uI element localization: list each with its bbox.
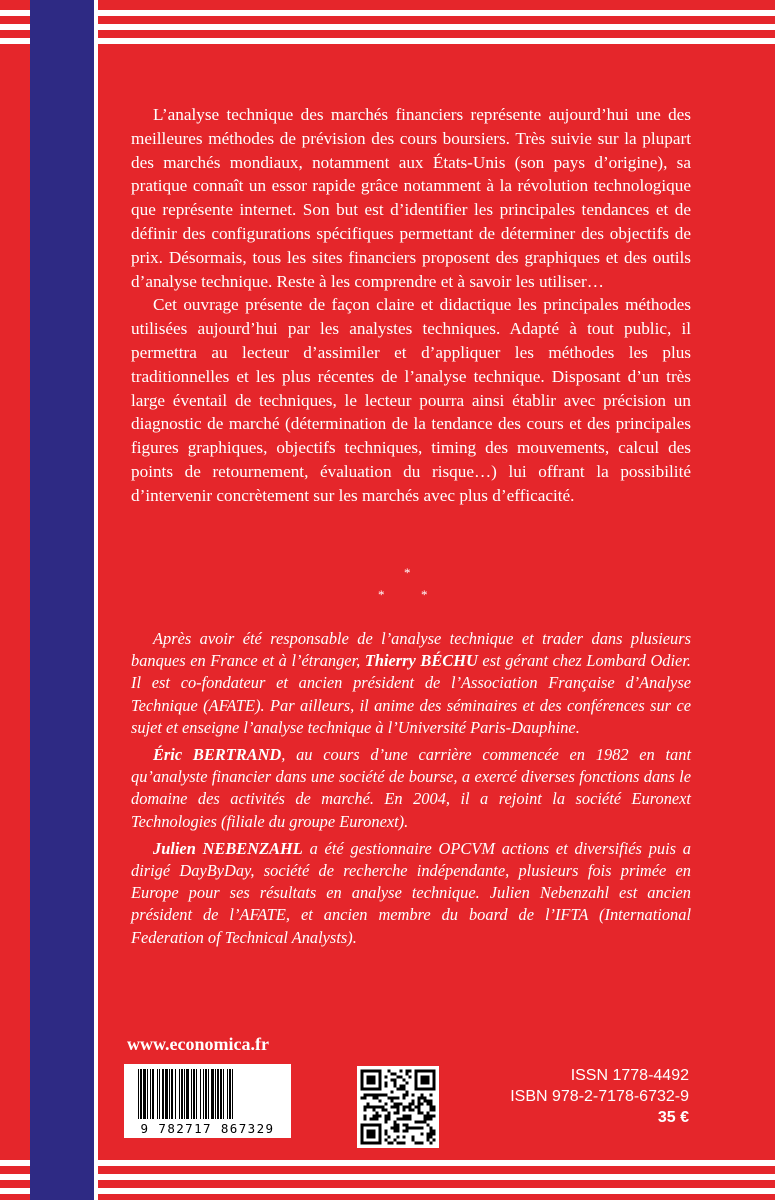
price: 35 € <box>657 1109 689 1126</box>
barcode-bars <box>124 1064 291 1122</box>
author-name-bechu: Thierry BÉCHU <box>364 651 478 671</box>
author-name-nebenzahl: Julien NEBENZAHL <box>153 838 303 858</box>
synopsis-paragraph-1: L’analyse technique des marchés financiers représente aujourd’hui une des meilleures méthodes de prévision des cours boursiers. Très suivie sur la plupart des marchés mondiaux, notamment aux États-Unis (son pays d’origine), sa pratique connaît un essor rapide grâce notamment à la révolution technologique que représente internet. Son but est d’identifier les principales tendances et de définir des configurations spécifiques permettant de déterminer des objectifs de prix. Désormais, tous les sites financiers proposent des graphiques et des outils d’analyse technique. Reste à les comprendre et à savoir les utiliser… <box>131 105 691 291</box>
top-stripe-3 <box>0 38 775 44</box>
top-stripe-2 <box>0 24 775 30</box>
bottom-stripe-2 <box>0 1174 775 1180</box>
qr-code-pattern <box>357 1066 439 1148</box>
synopsis <box>131 103 691 508</box>
star-bottom-right: * <box>421 587 428 602</box>
author-bios <box>131 628 691 954</box>
issn: ISSN 1778-4492 <box>570 1067 689 1084</box>
synopsis-paragraph-2: Cet ouvrage présente de façon claire et didactique les principales méthodes utilisées aujourd’hui par les analystes techniques. Adapté à tout public, il permettra au lecteur d’assimiler et d’appliquer les méthodes les plus traditionnelles et les plus récentes de l’analyse technique. Disposant d’un très large éventail de techniques, le lecteur pourra ainsi établir avec précision un diagnostic de marché (détermination de la tendance des cours et des principales figures graphiques, objectifs techniques, timing des mouvements, calcul des points de retournement, évaluation du risque…) lui offrant la possibilité d’intervenir concrètement sur les marchés avec plus d’efficacité. <box>131 295 691 505</box>
publisher-website[interactable]: www.economica.fr <box>127 1034 269 1054</box>
star-top: * <box>404 565 411 580</box>
bio-bertrand: Éric BERTRAND, au cours d’une carrière commencée en 1982 en tant qu’analyste financier dans une société de bourse, a exercé diverses fonctions dans le domaine des activités de marché. En 2004, il a rejoint la société Euronext Technologies (filiale du groupe Euronext). <box>131 745 691 831</box>
star-bottom-left: * <box>378 587 385 602</box>
bottom-stripe-3 <box>0 1188 775 1194</box>
bio-nebenzahl: Julien NEBENZAHL a été gestionnaire OPCVM actions et diversifiés puis a dirigé DayByDay, société de recherche indépendante, plusieurs fois primée en Europe pour ses résultats en analyse technique. Julien Nebenzahl est ancien président de l’AFATE, et ancien membre du board de l’IFTA (International Federation of Technical Analysts). <box>131 838 691 947</box>
barcode-digits: 9 782717 867329 <box>140 1121 275 1136</box>
isbn: ISBN 978-2-7178-6732-9 <box>510 1088 689 1105</box>
isbn-barcode <box>124 1064 291 1138</box>
vertical-blue-band <box>30 0 94 1200</box>
separator-stars <box>364 565 444 605</box>
bottom-stripe-1 <box>0 1160 775 1166</box>
bio-bechu: Après avoir été responsable de l’analyse technique et trader dans plusieurs banques en France et à l’étranger, Thierry BÉCHU est gérant chez Lombard Odier. Il est co-fondateur et ancien président de l’Association Française d’Analyse Technique (AFATE). Par ailleurs, il anime des séminaires et des conférences sur ce sujet et enseigne l’analyse technique à l’Université Paris-Dauphine. <box>131 629 691 737</box>
author-name-bertrand: Éric BERTRAND <box>153 745 282 765</box>
qr-code <box>357 1066 439 1148</box>
top-stripe-1 <box>0 10 775 16</box>
